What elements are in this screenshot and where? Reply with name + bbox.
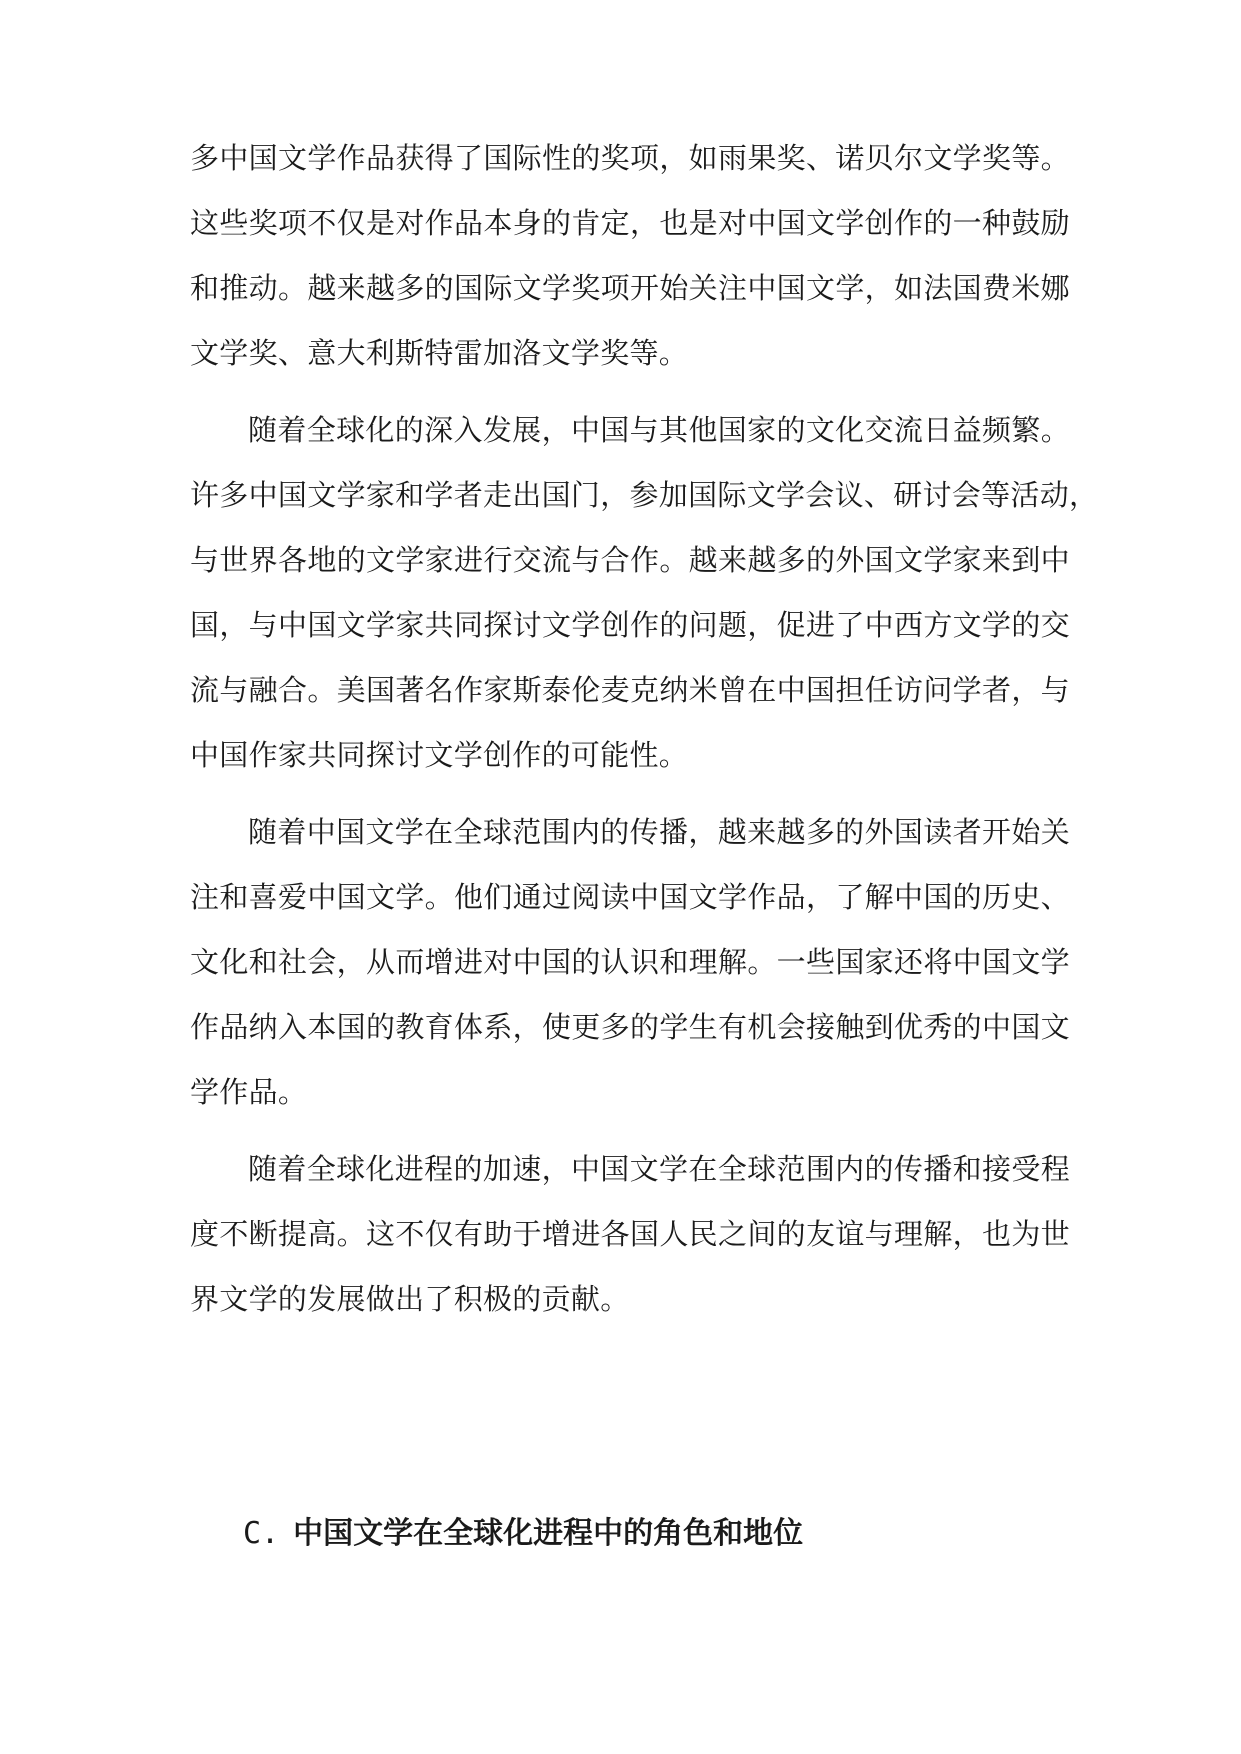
text-line: 这些奖项不仅是对作品本身的肯定，也是对中国文学创作的一种鼓励 [190,206,1070,240]
section-heading [243,1512,803,1556]
paragraph-first-line: 随着全球化进程的加速，中国文学在全球范围内的传播和接受程 [248,1152,1070,1186]
text-line: 注和喜爱中国文学。他们通过阅读中国文学作品，了解中国的历史、 [190,880,1070,914]
text-line: 与世界各地的文学家进行交流与合作。越来越多的外国文学家来到中 [190,543,1070,577]
paragraph-first-line: 随着全球化的深入发展，中国与其他国家的文化交流日益频繁。 [248,413,1070,447]
text-line: 作品纳入本国的教育体系，使更多的学生有机会接触到优秀的中国文 [190,1010,1070,1044]
text-line: 中国作家共同探讨文学创作的可能性。 [190,738,689,772]
paragraph-first-line: 随着中国文学在全球范围内的传播，越来越多的外国读者开始关 [248,815,1070,849]
text-line: 流与融合。美国著名作家斯泰伦麦克纳米曾在中国担任访问学者，与 [190,673,1070,707]
text-line: 和推动。越来越多的国际文学奖项开始关注中国文学，如法国费米娜 [190,271,1070,305]
text-line: 界文学的发展做出了积极的贡献。 [190,1282,630,1316]
text-line: 文学奖、意大利斯特雷加洛文学奖等。 [190,336,689,370]
text-line: 文化和社会，从而增进对中国的认识和理解。一些国家还将中国文学 [190,945,1070,979]
text-line: 学作品。 [190,1075,308,1109]
text-line: 度不断提高。这不仅有助于增进各国人民之间的友谊与理解，也为世 [190,1217,1070,1251]
section-number: C. [243,1516,280,1551]
text-line: 国，与中国文学家共同探讨文学创作的问题，促进了中西方文学的交 [190,608,1070,642]
text-line: 多中国文学作品获得了国际性的奖项，如雨果奖、诺贝尔文学奖等。 [190,141,1070,175]
section-title: 中国文学在全球化进程中的角色和地位 [293,1516,804,1551]
text-line: 许多中国文学家和学者走出国门，参加国际文学会议、研讨会等活动， [190,478,1099,512]
